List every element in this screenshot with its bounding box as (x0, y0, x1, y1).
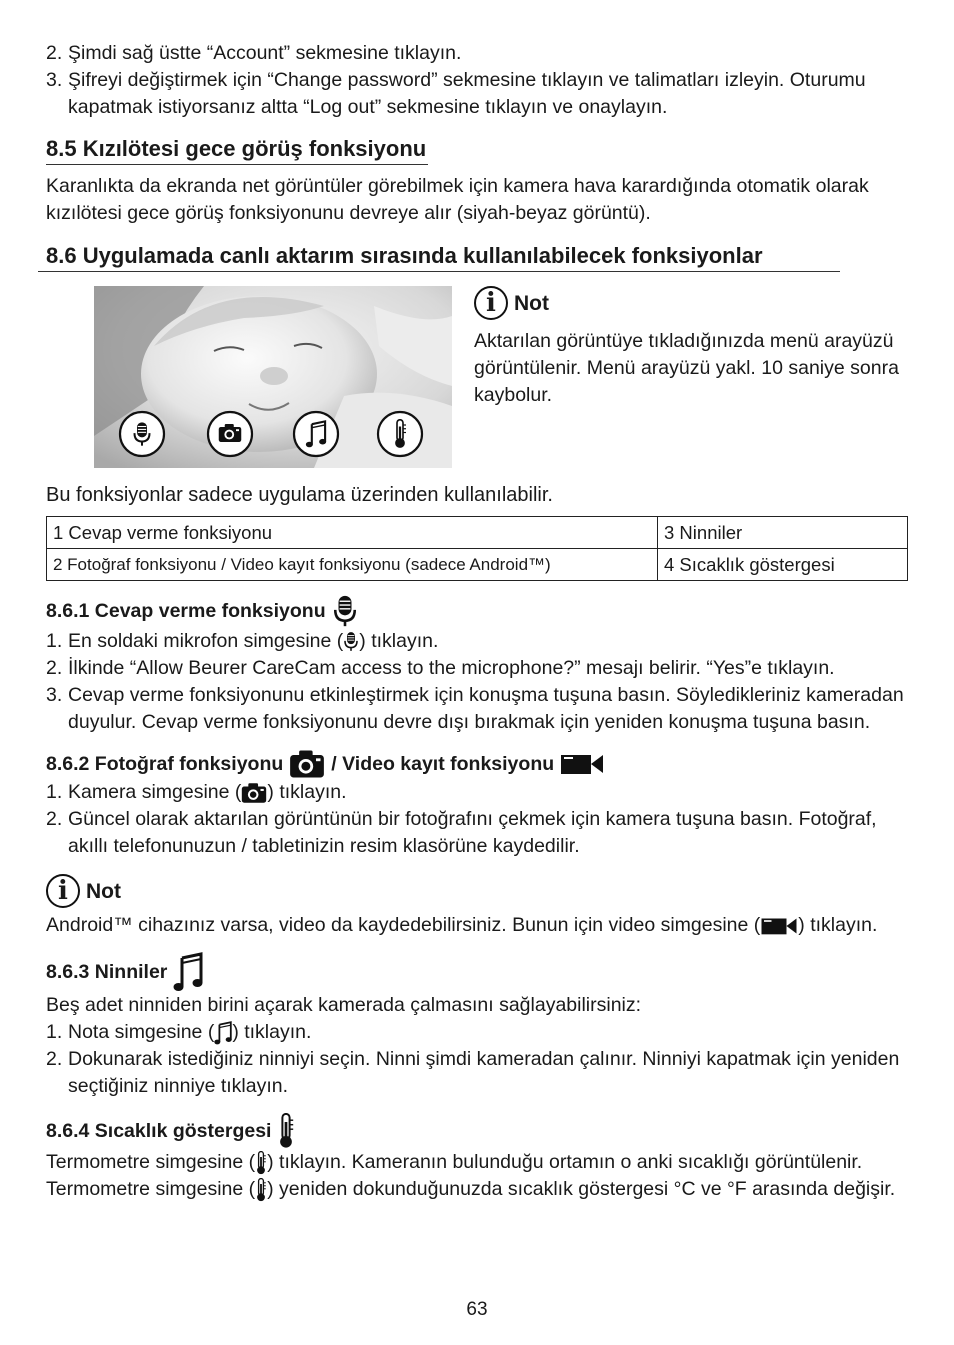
step-text: İlkinde “Allow Beurer CareCam access to the microphone?” mesajı belirir. “Yes”e tıklayın. (68, 657, 835, 679)
intro-steps (46, 40, 908, 121)
step-number: 2. (46, 808, 63, 830)
table-row (47, 549, 908, 581)
section-heading: 8.6 Uygulamada canlı aktarım sırasında kullanılabilecek fonksiyonlar (46, 243, 763, 268)
section-8-6-3 (46, 952, 908, 1100)
section-8-6-1 (46, 594, 908, 736)
paragraph (46, 1149, 908, 1203)
paragraph: Beş adet ninniden birini açarak kamerada çalmasını sağlayabilirsiniz: (46, 994, 642, 1016)
subsection-heading-video: / Video kayıt fonksiyonu (331, 752, 555, 775)
info-icon: i (46, 874, 80, 908)
thermometer-icon (255, 1178, 267, 1202)
step-number: 2. (46, 42, 63, 64)
step-text: Şifreyi değiştirmek için “Change password” sekmesine tıklayın ve talimatları izleyin. Oturumu kapatmak istiyorsanız altta “Log out” sekmesine tıklayın ve onaylayın. (68, 69, 866, 118)
section-8-6 (46, 241, 908, 581)
step-text: Nota simgesine ( (68, 1021, 215, 1043)
table-cell: 1 Cevap verme fonksiyonu (47, 517, 658, 549)
list-item (46, 67, 908, 121)
list-item (46, 1046, 908, 1100)
section-heading: 8.5 Kızılötesi gece görüş fonksiyonu (46, 134, 428, 165)
thermometer-icon (277, 1113, 295, 1149)
table-cell: 2 Fotoğraf fonksiyonu / Video kayıt fonksiyonu (sadece Android™) (47, 549, 658, 581)
thermometer-icon (255, 1151, 267, 1175)
step-text: ) tıklayın. (267, 781, 347, 803)
microphone-icon (332, 594, 358, 628)
step-text: Dokunarak istediğiniz ninniyi seçin. Ninni şimdi kameradan çalınır. Ninniyi kapatmak için yeniden seçtiğiniz ninniye tıklayın. (68, 1048, 900, 1097)
list-item (46, 40, 908, 67)
step-text: En soldaki mikrofon simgesine ( (68, 630, 344, 652)
step-text: Güncel olarak aktarılan görüntünün bir fotoğrafını çekmek için kamera tuşuna basın. Fotoğraf, akıllı telefonunuzun / tabletinizin resim klasörüne kaydedilir. (68, 808, 877, 857)
step-number: 2. (46, 1048, 63, 1070)
note-text: Aktarılan görüntüye tıkladığınızda menü arayüzü görüntülenir. Menü arayüzü yakl. 10 saniye sonra kaybolur. (474, 330, 899, 406)
table-row (47, 517, 908, 549)
list-item (46, 628, 908, 655)
step-text: ) tıklayın. (232, 1021, 312, 1043)
section-8-5 (46, 134, 908, 227)
mic-overlay-button (120, 412, 164, 456)
step-text: Kamera simgesine ( (68, 781, 242, 803)
info-icon: i (474, 286, 508, 320)
camera-icon (289, 749, 325, 779)
section-8-6-4 (46, 1113, 908, 1203)
subsection-heading: 8.6.3 Ninniler (46, 960, 168, 983)
list-item (46, 655, 908, 682)
music-note-icon (214, 1021, 232, 1045)
paragraph: Karanlıkta da ekranda net görüntüler görebilmek için kamera hava karardığında otomatik olarak kızılötesi gece görüş fonksiyonunu devreye alır (siyah-beyaz görüntü). (46, 175, 869, 224)
step-text: Cevap verme fonksiyonunu etkinleştirmek için konuşma tuşuna basın. Söyledikleriniz kameradan duyulur. Cevap verme fonksiyonunu devre dışı bırakmak için yeniden konuşma tuşuna basın. (68, 684, 904, 733)
subsection-heading: 8.6.1 Cevap verme fonksiyonu (46, 599, 326, 622)
paragraph-part: Termometre simgesine ( (46, 1151, 256, 1173)
list-item (46, 779, 908, 806)
note-text-part: Android™ cihazınız varsa, video da kaydedebilirsiniz. Bunun için video simgesine ( (46, 914, 761, 936)
note-text (46, 912, 908, 939)
table-cell: 3 Ninniler (658, 517, 908, 549)
baby-camera-image (94, 286, 452, 468)
section-8-6-2 (46, 749, 908, 939)
function-table (46, 516, 908, 581)
table-cell: 4 Sıcaklık göstergesi (658, 549, 908, 581)
subsection-heading: 8.6.4 Sıcaklık göstergesi (46, 1119, 272, 1142)
subsection-heading: 8.6.2 Fotoğraf fonksiyonu (46, 752, 284, 775)
note-label: Not (86, 879, 121, 903)
step-text: Şimdi sağ üstte “Account” sekmesine tıklayın. (68, 42, 462, 64)
paragraph-part: ) yeniden dokunduğunuzda sıcaklık göstergesi °C ve °F arasında değişir. (267, 1178, 896, 1200)
step-text: ) tıklayın. (359, 630, 439, 652)
paragraph-part: ) tıklayın. Kameranın bulunduğu ortamın o anki sıcaklığı görüntülenir. Termometre simgesine ( (46, 1151, 863, 1200)
list-item (46, 806, 908, 860)
list-item (46, 1019, 908, 1046)
manual-page (46, 40, 908, 1203)
music-note-icon (173, 952, 203, 992)
step-number: 2. (46, 657, 63, 679)
step-number: 1. (46, 1021, 63, 1043)
video-camera-icon (560, 752, 604, 776)
step-number: 1. (46, 781, 63, 803)
availability-text: Bu fonksiyonlar sadece uygulama üzerinden kullanılabilir. (46, 484, 553, 506)
note-label: Not (514, 291, 549, 315)
step-number: 3. (46, 69, 63, 91)
video-camera-icon (760, 916, 798, 936)
camera-icon (241, 782, 267, 804)
step-number: 1. (46, 630, 63, 652)
microphone-icon (343, 631, 359, 652)
note-text-part: ) tıklayın. (798, 914, 878, 936)
step-number: 3. (46, 684, 63, 706)
note-box (474, 286, 908, 468)
page-number: 63 (466, 1299, 488, 1320)
list-item (46, 682, 908, 736)
